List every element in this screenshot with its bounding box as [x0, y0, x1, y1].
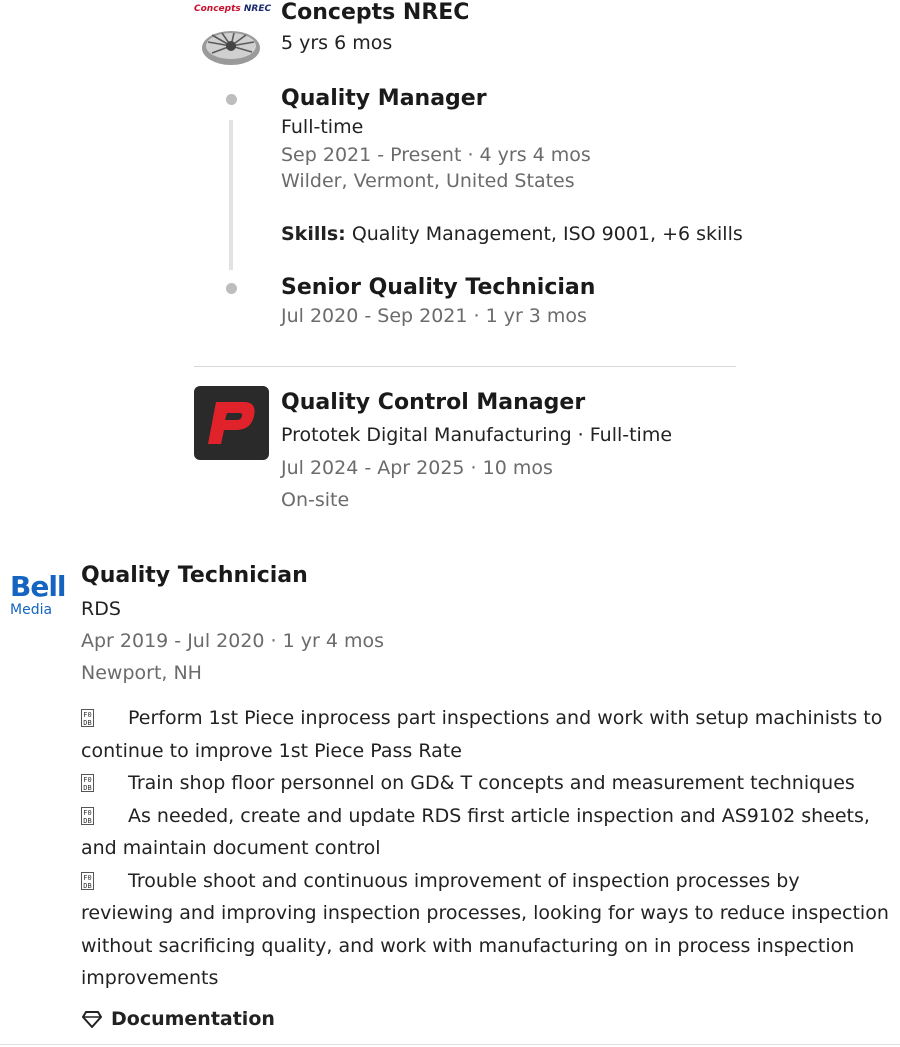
company-tenure: 5 yrs 6 mos [281, 32, 393, 54]
bullet-text: Train shop floor personnel on GD& T concepts and measurement techniques [128, 772, 855, 794]
company-name-concepts-nrec[interactable]: Concepts NREC [281, 0, 470, 25]
bullet-glyph-icon: F0 DB [81, 774, 94, 792]
role-title-quality-technician[interactable]: Quality Technician [81, 563, 308, 588]
role-title-quality-control-manager[interactable]: Quality Control Manager [281, 390, 586, 415]
timeline-dot [226, 94, 237, 105]
prototek-logo[interactable] [194, 386, 269, 460]
company-name: RDS [81, 598, 121, 620]
skills-label: Skills: [281, 223, 346, 245]
timeline-line [229, 120, 233, 270]
employment-type: Full-time [281, 116, 364, 138]
bell-media-logo[interactable] [8, 570, 66, 622]
logo-text-concepts: Concepts [194, 4, 241, 14]
role-location: Wilder, Vermont, United States [281, 170, 575, 192]
timeline-dot [226, 283, 237, 294]
section-divider [194, 366, 736, 367]
description-bullet [81, 800, 896, 865]
workplace-type: On-site [281, 489, 350, 511]
logo-text-nrec: NREC [243, 4, 272, 14]
role-dates: Sep 2021 - Present · 4 yrs 4 mos [281, 144, 591, 166]
role-description [81, 702, 896, 995]
documentation-link[interactable] [81, 1008, 275, 1030]
role-dates: Jul 2020 - Sep 2021 · 1 yr 3 mos [281, 305, 587, 327]
bullet-glyph-icon: F0 DB [81, 709, 94, 727]
media-logo-word: Media [10, 602, 53, 618]
bottom-divider [0, 1044, 900, 1045]
role-dates: Apr 2019 - Jul 2020 · 1 yr 4 mos [81, 630, 385, 652]
prototek-p-icon [194, 386, 269, 460]
bullet-glyph-icon: F0 DB [81, 807, 94, 825]
concepts-nrec-logo-wordmark [194, 4, 270, 14]
bullet-text: Perform 1st Piece inprocess part inspections and work with setup machinists to continue to improve 1st Piece Pass Rate [81, 707, 883, 762]
role-location: Newport, NH [81, 662, 202, 684]
impeller-icon [200, 24, 262, 68]
description-bullet [81, 767, 896, 800]
bullet-text: As needed, create and update RDS first article inspection and AS9102 sheets, and maintain document control [81, 804, 870, 859]
documentation-label: Documentation [111, 1008, 275, 1030]
diamond-icon [81, 1009, 103, 1029]
bell-logo-word: Bell [10, 570, 66, 603]
skills-list: Quality Management, ISO 9001, +6 skills [351, 223, 743, 245]
bullet-text: Trouble shoot and continuous improvement of inspection processes by reviewing and improving inspection processes, looking for ways to reduce inspection without sacrificing quality, and work with manufacturing on in process inspection improvements [81, 869, 889, 989]
company-and-type: Prototek Digital Manufacturing · Full-time [281, 424, 673, 446]
concepts-nrec-logo[interactable] [194, 4, 270, 66]
description-bullet [81, 702, 896, 767]
skills-line[interactable] [281, 223, 743, 245]
role-dates: Jul 2024 - Apr 2025 · 10 mos [281, 457, 553, 479]
description-bullet [81, 865, 896, 995]
role-title-senior-quality-technician[interactable]: Senior Quality Technician [281, 275, 596, 300]
bullet-glyph-icon: F0 DB [81, 872, 94, 890]
role-title-quality-manager[interactable]: Quality Manager [281, 86, 487, 111]
